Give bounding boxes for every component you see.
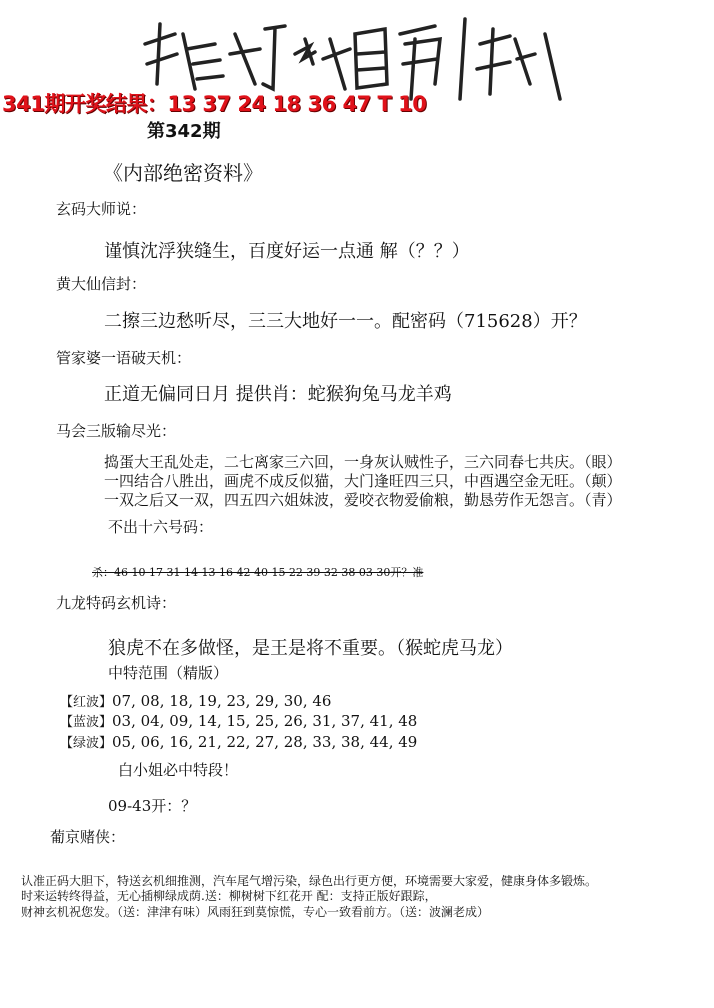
letter-text: 二擦三边愁听尽，三三大地好一一。配密码（715628）开？ [104, 311, 587, 332]
footer-line: 时来运转终得益，无心插柳绿成荫.送：柳树树下红花开 配：支持正版好跟踪， [21, 889, 437, 903]
wave-numbers: 05, 06, 16, 21, 22, 27, 28, 33, 38, 44, 49 [112, 733, 418, 751]
wave-tag: 【绿波】 [60, 736, 113, 751]
wave-row-red [60, 691, 331, 710]
no16-label: 不出十六号码： [108, 518, 214, 536]
gambler-label: 葡京赌侠： [50, 828, 126, 846]
poem-line: 一双之后又一双，四五四六姐妹波，爱咬衣物爱偷粮，勤恳劳作无怨言。（青） [104, 491, 622, 509]
jiulong-label: 九龙特码玄机诗： [56, 594, 177, 612]
wave-row-green [60, 732, 417, 751]
range-label: 中特范围（精版） [108, 664, 229, 682]
master-label: 玄码大师说： [56, 200, 147, 218]
bai-text: 白小姐必中特段！ [118, 761, 239, 779]
master-text: 谨慎沈浮狭缝生，百度好运一点通 解（？？） [104, 241, 470, 262]
poem-line: 一四结合八胜出，画虎不成反似猫，大门逢旺四三只，中酉遇空金无旺。（颠） [104, 472, 622, 490]
horse-label: 马会三版输尽光： [56, 422, 177, 440]
pair-text: 09-43开：？ [108, 797, 197, 815]
letter-label: 黄大仙信封： [56, 275, 147, 293]
wave-numbers: 07, 08, 18, 19, 23, 29, 30, 46 [112, 692, 332, 710]
jiulong-text: 狼虎不在多做怪，是王是将不重要。（猴蛇虎马龙） [108, 638, 513, 659]
issue-number: 第342期 [147, 121, 221, 142]
wave-row-blue [60, 711, 417, 730]
footer-line: 认准正码大胆下，特送玄机细推测，汽车尾气增污染，绿色出行更方便，环境需要大家爱，健康身体多锻炼。 [21, 874, 598, 888]
draw-result: 341期开奖结果：13 37 24 18 36 47 T 10 [2, 92, 427, 116]
kill-numbers: 杀：46 10 17 31 14 13 16 42 40 15 22 39 32 38 03 30开？准 [92, 566, 424, 579]
wave-numbers: 03, 04, 09, 14, 15, 25, 26, 31, 37, 41, 48 [112, 712, 418, 730]
housekeeper-text: 正道无偏同日月 提供肖：蛇猴狗兔马龙羊鸡 [104, 384, 452, 405]
housekeeper-label: 管家婆一语破天机： [56, 349, 192, 367]
doc-title: 《内部绝密资料》 [103, 161, 263, 185]
poem-line: 捣蛋大王乱处走，二七离家三六回，一身灰认贼性子，三六同春七共庆。（眼） [104, 453, 622, 471]
wave-tag: 【蓝波】 [60, 715, 113, 730]
footer-line: 财神玄机祝您发。（送：津津有味）风雨狂到莫惊慌，专心一致看前方。（送：波澜老成） [21, 905, 490, 919]
wave-tag: 【红波】 [60, 695, 113, 710]
